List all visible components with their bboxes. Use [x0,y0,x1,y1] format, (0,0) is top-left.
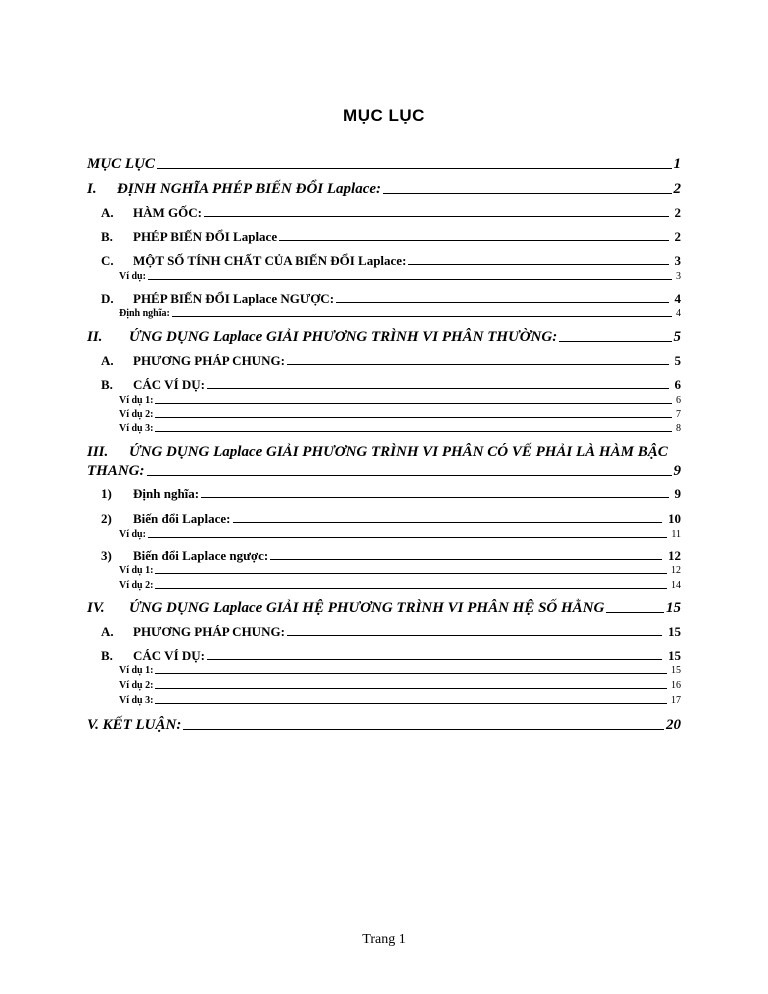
toc-entry-label: Ví dụ 1: [119,665,154,676]
toc-page-number: 2 [674,229,681,244]
toc-entry-number: B. [101,648,113,663]
toc-entry-label: Ví dụ: [119,271,146,282]
toc-entry-label: Ví dụ 1: [119,565,154,576]
toc-leader [204,216,669,217]
toc-page-number: 4 [674,291,681,306]
toc-entry-label: Ví dụ 3: [119,695,154,706]
toc-page-number: 3 [674,253,681,268]
toc-entry-number: C. [101,253,114,268]
toc-leader [147,475,672,476]
toc-entry[interactable] [87,328,681,346]
toc-page-number: 15 [668,648,681,663]
toc-page-number: 16 [671,680,681,691]
toc-subentry[interactable] [119,528,681,540]
toc-page-number: 7 [676,409,681,420]
toc-entry[interactable] [87,462,681,480]
toc-entry-number: I. [87,181,97,197]
toc-leader [155,431,672,432]
toc-entry[interactable] [101,624,681,640]
toc-leader [287,364,669,365]
toc-entry-label: HÀM GỐC: [133,205,202,220]
toc-page-number: 15 [668,624,681,639]
toc-entry-label: Ví dụ 2: [119,409,154,420]
toc-entry-label: Định nghĩa: [133,486,200,501]
toc-entry[interactable] [101,253,681,269]
toc-entry-number: III. [87,444,109,460]
toc-entry[interactable] [101,353,681,369]
toc-leader [157,168,672,169]
toc-subentry[interactable] [119,564,681,576]
toc-entry-label: Ví dụ: [119,529,146,540]
toc-page-number: 12 [668,548,681,563]
toc-entry[interactable] [101,291,681,307]
toc-entry-label: Ví dụ 2: [119,680,154,691]
toc-page-number: 10 [668,511,681,526]
toc-entry-number: II. [87,329,103,345]
toc-subentry[interactable] [119,679,681,691]
toc-entry-label: V. KẾT LUẬN: [87,717,182,733]
toc-subentry[interactable] [119,307,681,319]
toc-page-number: 15 [671,665,681,676]
toc-leader [155,688,667,689]
toc-leader [336,302,668,303]
toc-subentry[interactable] [119,270,681,282]
toc-leader [155,573,667,574]
toc-leader [148,537,667,538]
toc-entry-label: MỘT SỐ TÍNH CHẤT CỦA BIẾN ĐỔI Laplace: [133,253,407,268]
page-footer: Trang 1 [362,932,406,947]
toc-entry-label: Ví dụ 3: [119,423,154,434]
toc-entry-label: Ví dụ 1: [119,395,154,406]
toc-entry-number: A. [101,205,114,220]
toc-leader [155,403,672,404]
toc-page-number: 6 [676,395,681,406]
toc-entry[interactable] [87,155,681,173]
toc-entry-label: ỨNG DỤNG Laplace GIẢI HỆ PHƯƠNG TRÌNH VI PHÂN HỆ SỐ HẰNG [129,600,605,616]
toc-subentry[interactable] [119,408,681,420]
toc-entry-number: IV. [87,600,105,616]
toc-subentry[interactable] [119,579,681,591]
toc-entry-label: Biến đổi Laplace: [133,511,231,526]
toc-leader [155,703,667,704]
toc-entry-number: 1) [101,486,112,501]
toc-subentry[interactable] [119,664,681,676]
toc-entry-number: A. [101,353,114,368]
toc-entry[interactable] [87,599,681,617]
toc-subentry[interactable] [119,422,681,434]
toc-entry-label: CÁC VÍ DỤ: [133,377,205,392]
toc-entry-label: ỨNG DỤNG Laplace GIẢI PHƯƠNG TRÌNH VI PHÂN CÓ VẾ PHẢI LÀ HÀM BẬC [129,444,668,460]
toc-leader [606,612,664,613]
toc-leader [172,316,672,317]
toc-entry-label-continued: THANG: [87,463,145,479]
toc-leader [207,388,669,389]
toc-entry-number: 3) [101,548,112,563]
toc-entry[interactable] [87,180,681,198]
toc-page-number: 2 [674,205,681,220]
toc-subentry[interactable] [119,394,681,406]
page-title: MỤC LỤC [343,106,425,125]
toc-leader [207,659,662,660]
toc-entry-number: D. [101,291,114,306]
toc-subentry[interactable] [119,694,681,706]
toc-leader [559,341,671,342]
toc-page-number: 20 [666,717,681,733]
toc-page-number: 12 [671,565,681,576]
toc-page-number: 3 [676,271,681,282]
toc-entry-label: PHƯƠNG PHÁP CHUNG: [133,353,285,368]
toc-entry-label: PHÉP BIẾN ĐỔI Laplace NGƯỢC: [133,291,335,306]
toc-entry-label: ỨNG DỤNG Laplace GIẢI PHƯƠNG TRÌNH VI PHÂN THƯỜNG: [129,329,558,345]
toc-page-number: 9 [674,486,681,501]
toc-entry-label: Biến đổi Laplace ngược: [133,548,269,563]
toc-entry[interactable] [101,648,681,664]
toc-leader [383,193,671,194]
toc-page-number: 8 [676,423,681,434]
toc-page-number: 6 [674,377,681,392]
toc-leader [201,497,668,498]
toc-page-number: 5 [674,353,681,368]
toc-entry-number: B. [101,377,113,392]
toc-entry-label: Ví dụ 2: [119,580,154,591]
toc-entry-label: CÁC VÍ DỤ: [133,648,205,663]
toc-page-number: 4 [676,308,681,319]
toc-leader [408,264,668,265]
toc-leader [155,417,672,418]
toc-entry[interactable] [101,486,681,502]
toc-entry-label: PHÉP BIẾN ĐỔI Laplace [133,229,278,244]
toc-page-number: 17 [671,695,681,706]
toc-entry-number: A. [101,624,114,639]
toc-entry-label: PHƯƠNG PHÁP CHUNG: [133,624,285,639]
toc-leader [155,588,667,589]
toc-leader [148,279,672,280]
toc-entry-label: MỤC LỤC [87,156,155,172]
toc-entry-wrapped-line1[interactable] [87,444,681,461]
toc-leader [183,729,664,730]
toc-leader [279,240,668,241]
toc-entry-number: 2) [101,511,112,526]
toc-page-number: 15 [666,600,681,616]
toc-entry[interactable] [101,377,681,393]
toc-page-number: 14 [671,580,681,591]
toc-leader [155,673,667,674]
toc-entry-label: Định nghĩa: [119,308,170,319]
toc-leader [270,559,662,560]
toc-entry[interactable] [87,716,681,734]
toc-entry[interactable] [101,229,681,245]
toc-entry[interactable] [101,205,681,221]
toc-leader [287,635,662,636]
toc-entry[interactable] [101,548,681,564]
toc-page-number: 2 [673,181,681,197]
toc-leader [233,522,662,523]
toc-page-number: 5 [673,329,681,345]
toc-page-number: 1 [673,156,681,172]
toc-entry[interactable] [101,511,681,527]
toc-page-number: 9 [673,463,681,479]
toc-entry-label: ĐỊNH NGHĨA PHÉP BIẾN ĐỔI Laplace: [117,181,382,197]
toc-page-number: 11 [671,529,681,540]
toc-entry-number: B. [101,229,113,244]
